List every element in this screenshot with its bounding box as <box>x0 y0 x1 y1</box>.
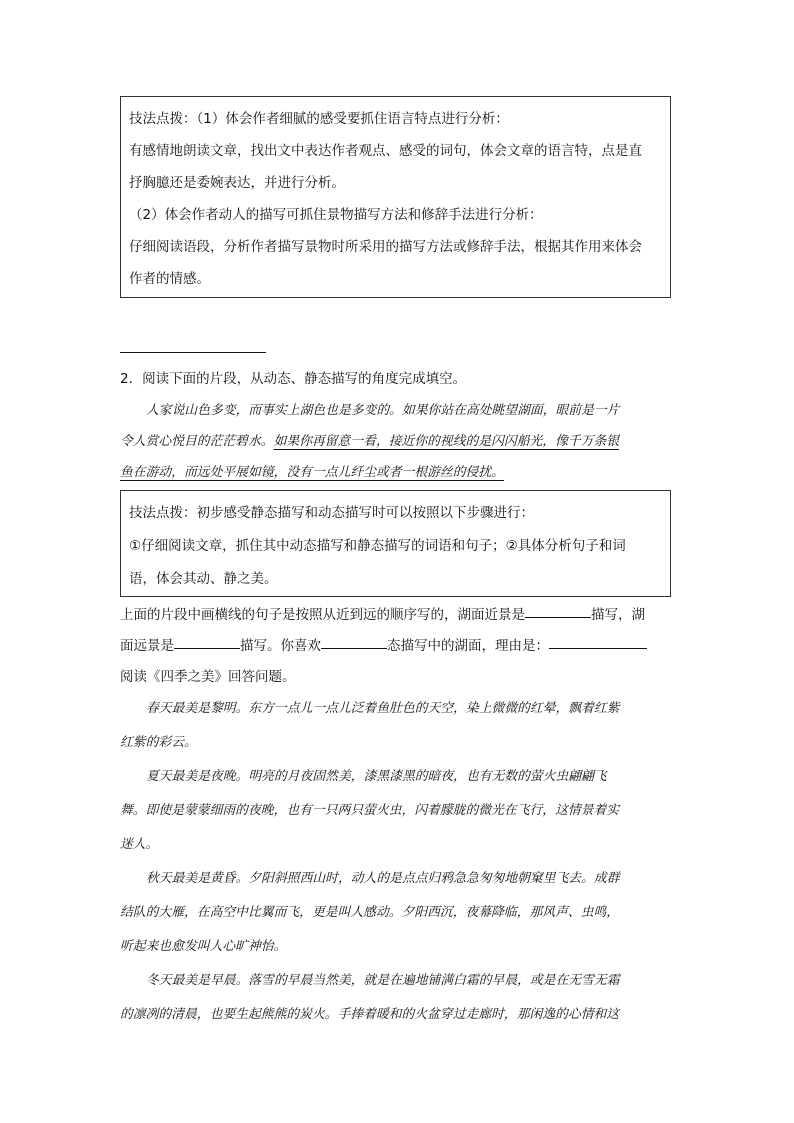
question-3 <box>120 662 676 1032</box>
fill-in-text: 态描写中的湖面，理由是： <box>387 638 549 654</box>
answer-blank-preference[interactable] <box>321 647 387 649</box>
underlined-sentence: 鱼在游动，而远处平展如镜，没有一点儿纤尘或者一根游丝的侵扰。 <box>120 465 504 480</box>
essay-line: 听起来也愈发叫人心旷神怡。 <box>120 939 287 954</box>
separator-rule <box>120 352 266 353</box>
tip-box-1-line: 抒胸臆还是委婉表达，并进行分析。 <box>129 175 345 191</box>
essay-line: 的凛冽的清晨，也要生起熊熊的炭火。手捧着暖和的火盆穿过走廊时，那闲逸的心情和这 <box>120 1007 620 1022</box>
answer-blank-reason[interactable] <box>549 647 647 649</box>
passage-line: 人家说山色多变，而事实上湖色也是多变的。如果你站在高处眺望湖面，眼前是一片 <box>146 403 620 418</box>
fill-in-text: 描写。你喜欢 <box>240 638 321 654</box>
essay-line: 红紫的彩云。 <box>120 735 197 750</box>
tip-box-1-line: 技法点拨：（1）体会作者细腻的感受要抓住语言特点进行分析： <box>129 111 509 127</box>
underlined-sentence: 如果你再留意一看，接近你的视线的是闪闪船光，像千万条银 <box>273 434 620 449</box>
fill-in-text: 描写，湖 <box>591 607 645 623</box>
passage-line <box>120 457 676 488</box>
essay-line: 秋天最美是黄昏。夕阳斜照西山时，动人的是点点归鸦急急匆匆地朝窠里飞去。成群 <box>146 871 620 886</box>
fill-in-line <box>120 631 676 662</box>
question-3-heading: 阅读《四季之美》回答问题。 <box>120 669 296 685</box>
fill-in-section <box>120 600 676 662</box>
fill-in-text: 上面的片段中画横线的句子是按照从近到远的顺序写的，湖面近景是 <box>120 607 525 623</box>
passage-line <box>120 426 676 457</box>
answer-blank-far[interactable] <box>174 647 240 649</box>
tip-box-1-line: 有感情地朗读文章，找出文中表达作者观点、感受的词句，体会文章的语言特，点是直 <box>129 143 642 159</box>
question-2-heading: 2．阅读下面的片段，从动态、静态描写的角度完成填空。 <box>120 371 467 387</box>
essay-line: 春天最美是黎明。东方一点儿一点儿泛着鱼肚色的天空，染上微微的红晕，飘着红紫 <box>146 701 620 716</box>
tip-box-1 <box>120 96 671 298</box>
tip-box-2 <box>120 490 671 597</box>
tip-box-2-line: 语，体会其动、静之美。 <box>129 571 278 587</box>
question-2 <box>120 364 676 488</box>
passage-plain-text: 令人赏心悦目的茫茫碧水。 <box>120 434 274 449</box>
tip-box-2-line: 技法点拨：初步感受静态描写和动态描写时可以按照以下步骤进行： <box>129 505 534 521</box>
essay-line: 结队的大雁，在高空中比翼而飞，更是叫人感动。夕阳西沉，夜幕降临，那风声、虫鸣， <box>120 905 620 920</box>
essay-line: 迷人。 <box>120 837 159 852</box>
fill-in-text: 面远景是 <box>120 638 174 654</box>
tip-box-1-line: 仔细阅读语段，分析作者描写景物时所采用的描写方法或修辞手法，根据其作用来体会 <box>129 239 642 255</box>
fill-in-line <box>120 600 676 631</box>
essay-line: 夏天最美是夜晚。明亮的月夜固然美，漆黑漆黑的暗夜，也有无数的萤火虫翩翩飞 <box>146 769 607 784</box>
tip-box-1-line: 作者的情感。 <box>129 271 210 287</box>
essay-line: 舞。即使是蒙蒙细雨的夜晚，也有一只两只萤火虫，闪着朦胧的微光在飞行，这情景着实 <box>120 803 620 818</box>
tip-box-1-line: （2）体会作者动人的描写可抓住景物描写方法和修辞手法进行分析： <box>129 207 543 223</box>
answer-blank-near[interactable] <box>525 616 591 618</box>
tip-box-2-line: ①仔细阅读文章，抓住其中动态描写和静态描写的词语和句子；②具体分析句子和词 <box>129 538 626 554</box>
essay-line: 冬天最美是早晨。落雪的早晨当然美，就是在遍地铺满白霜的早晨，或是在无雪无霜 <box>146 973 620 988</box>
